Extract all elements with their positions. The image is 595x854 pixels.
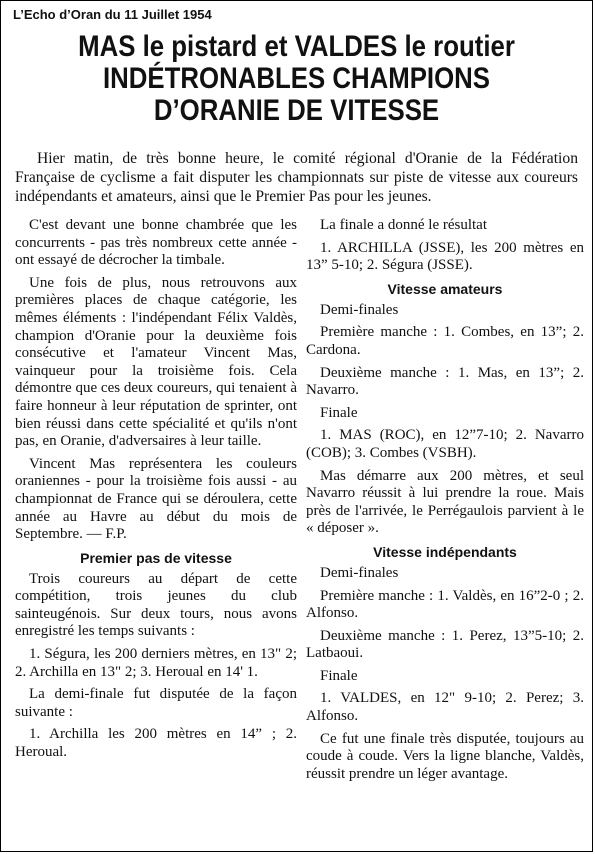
- article-paragraph: 1. Ségura, les 200 derniers mètres, en 13" 2; 2. Archilla en 13" 2; 3. Heroual en 14' 1.: [15, 646, 297, 680]
- headline-line-2: INDÉTRONABLES CHAMPIONS: [102, 62, 490, 95]
- section-heading: Vitesse indépendants: [373, 543, 517, 560]
- article-paragraph: Deuxième manche : 1. Mas, en 13”; 2. Navarro.: [306, 364, 584, 399]
- article-paragraph: Finale: [320, 404, 358, 421]
- article-paragraph: Trois coureurs au départ de cette compétition, trois jeunes du club sainteugénois. Sur deux tours, nous avons enregistré les temps suivants :: [15, 570, 297, 640]
- headline-line-3: D’ORANIE DE VITESSE: [153, 94, 440, 127]
- right-column: [306, 217, 584, 788]
- article-paragraph: Vincent Mas représentera les couleurs oraniennes - pour la troisième fois aussi - au championnat de France qui se déroulera, cette année au Havre au début du mois de Septembre. — F.P.: [15, 455, 297, 543]
- article-paragraph: 1. MAS (ROC), en 12”7-10; 2. Navarro (COB); 3. Combes (VSBH).: [306, 427, 584, 461]
- left-column: [15, 217, 297, 767]
- article-paragraph: 1. ARCHILLA (JSSE), les 200 mètres en 13” 5-10; 2. Ségura (JSSE).: [306, 239, 584, 274]
- article-paragraph: Demi-finales: [320, 301, 399, 318]
- section-heading: Vitesse amateurs: [387, 280, 503, 297]
- article-paragraph: La demi-finale fut disputée de la façon suivante :: [15, 686, 297, 720]
- source-line: L’Echo d’Oran du 11 Juillet 1954: [13, 7, 212, 22]
- headline: [42, 31, 550, 127]
- article-paragraph: Première manche : 1. Valdès, en 16”2-0 ; 2. Alfonso.: [306, 587, 584, 622]
- article-paragraph: Finale: [320, 667, 358, 684]
- headline-line-1: MAS le pistard et VALDES le routier: [78, 30, 515, 63]
- article-paragraph: Mas démarre aux 200 mètres, et seul Navarro réussit à lui prendre la roue. Mais près de l'arrivée, le Perrégaulois parvient à le « déposer ».: [306, 467, 584, 537]
- intro-paragraph: Hier matin, de très bonne heure, le comité régional d'Oranie de la Fédération Française de cyclisme a fait disputer les championnats sur piste de vitesse aux coureurs indépendants et amateurs, ainsi que le Premier Pas pour les jeunes.: [15, 150, 578, 205]
- article-paragraph: Une fois de plus, nous retrouvons aux premières places de chaque catégorie, les mêmes éléments : l'indépendant Félix Valdès, champion d'Oranie pour la deuxième fois consécutive et l'amateur Vincent Mas, vainqueur pour la troisième fois. Cela démontre que ces deux coureurs, qui tenaient à faire honneur à leur réputation de sprinter, ont bien réussi dans cette spécialité et qu'ils n'ont pas, en Oranie, d'adversaires à leur taille.: [15, 274, 297, 450]
- article-paragraph: Première manche : 1. Combes, en 13”; 2. Cardona.: [306, 324, 584, 358]
- article-paragraph: 1. VALDES, en 12" 9-10; 2. Perez; 3. Alfonso.: [306, 690, 584, 725]
- article-paragraph: C'est devant une bonne chambrée que les concurrents - pas très nombreux cette année - ont essayé de décrocher la timbale.: [15, 217, 297, 269]
- article-paragraph: Demi-finales: [320, 564, 399, 581]
- article-paragraph: Ce fut une finale très disputée, toujours au coude à coude. Vers la ligne blanche, Valdès, réussit prendre un léger avantage.: [306, 730, 584, 782]
- article-paragraph: 1. Archilla les 200 mètres en 14” ; 2. Heroual.: [15, 726, 297, 761]
- article-paragraph: Deuxième manche : 1. Perez, 13”5-10; 2. Latbaoui.: [306, 627, 584, 662]
- article-paragraph: La finale a donné le résultat: [320, 217, 488, 233]
- section-heading: Premier pas de vitesse: [80, 549, 232, 566]
